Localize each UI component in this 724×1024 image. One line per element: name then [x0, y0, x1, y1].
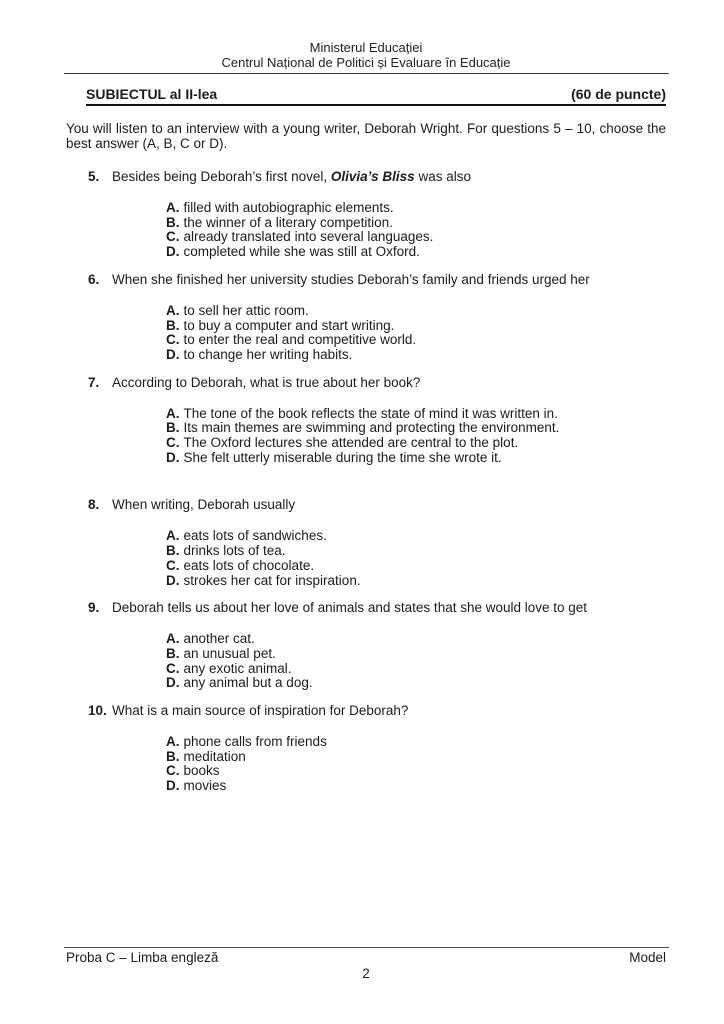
- header-org-line1: Ministerul Educației: [309, 40, 423, 55]
- option-list: [166, 407, 666, 466]
- option-text: She felt utterly miserable during the time she wrote it.: [183, 449, 502, 465]
- document-header: [66, 40, 666, 70]
- question-text: [112, 600, 587, 615]
- option-letter: A.: [166, 200, 180, 215]
- question-text: [112, 703, 408, 718]
- question-item-5: [88, 169, 666, 260]
- option-letter: A.: [166, 405, 180, 421]
- question-text-before: When she finished her university studies Deborah’s family and friends urged her: [112, 271, 590, 287]
- question-text-before: According to Deborah, what is true about her book?: [112, 374, 421, 390]
- answer-option: [166, 216, 666, 231]
- question-emphasis: Olivia’s Bliss: [330, 169, 415, 184]
- answer-option: [166, 245, 666, 260]
- answer-option: [166, 574, 666, 589]
- question-list: [66, 169, 666, 794]
- option-text: eats lots of sandwiches.: [183, 528, 327, 544]
- option-letter: B.: [166, 214, 180, 230]
- question-text-before: Besides being Deborah’s first novel,: [112, 169, 331, 184]
- option-text: meditation: [183, 748, 246, 764]
- option-text: any exotic animal.: [183, 660, 292, 676]
- option-letter: D.: [166, 675, 180, 691]
- answer-option: [166, 451, 666, 466]
- option-letter: B.: [166, 645, 180, 661]
- answer-option: [166, 421, 666, 436]
- section-points: (60 de puncte): [571, 86, 666, 102]
- option-list: [166, 735, 666, 794]
- answer-option: [166, 436, 666, 451]
- answer-option: [166, 662, 666, 677]
- answer-option: [166, 750, 666, 765]
- question-text: [112, 375, 420, 390]
- option-letter: D.: [166, 244, 180, 260]
- footer-divider: [64, 947, 669, 948]
- option-letter: A.: [166, 734, 180, 750]
- answer-option: [166, 319, 666, 334]
- question-text-before: When writing, Deborah usually: [112, 497, 296, 513]
- question-line: [88, 600, 666, 615]
- answer-option: [166, 647, 666, 662]
- answer-option: [166, 348, 666, 363]
- option-text: any animal but a dog.: [183, 675, 313, 691]
- option-letter: C.: [166, 332, 180, 348]
- option-text: an unusual pet.: [183, 645, 276, 661]
- question-text-before: Deborah tells us about her love of animals and states that she would love to get: [112, 600, 588, 616]
- option-text: filled with autobiographic elements.: [183, 200, 394, 215]
- answer-option: [166, 230, 666, 245]
- question-text: [112, 169, 471, 184]
- footer-exam-label: Proba C – Limba engleză: [66, 950, 219, 965]
- question-item-10: [88, 703, 666, 794]
- option-letter: C.: [166, 435, 180, 451]
- question-item-7: [88, 375, 666, 466]
- option-letter: C.: [166, 660, 180, 676]
- option-list: [166, 529, 666, 588]
- question-item-8: [88, 497, 666, 588]
- option-letter: B.: [166, 420, 180, 436]
- question-text: [112, 272, 590, 287]
- option-text: to buy a computer and start writing.: [183, 317, 395, 333]
- question-line: [88, 703, 666, 718]
- question-number: 9.: [88, 600, 100, 616]
- option-letter: B.: [166, 317, 180, 333]
- answer-option: [166, 544, 666, 559]
- question-item-9: [88, 600, 666, 691]
- footer-model-label: Model: [629, 950, 666, 965]
- question-item-6: [88, 272, 666, 363]
- option-text: completed while she was still at Oxford.: [183, 244, 420, 260]
- question-line: [88, 375, 666, 390]
- answer-option: [166, 779, 666, 794]
- task-instructions: You will listen to an interview with a young writer, Deborah Wright. For questions 5 – 10, choose the best answer (A, B, C or D).: [66, 121, 666, 151]
- option-text: already translated into several languages.: [183, 229, 434, 245]
- answer-option: [166, 407, 666, 422]
- option-text: strokes her cat for inspiration.: [183, 572, 361, 588]
- option-text: phone calls from friends: [183, 734, 327, 750]
- question-line: [88, 169, 666, 184]
- option-letter: B.: [166, 543, 180, 559]
- answer-option: [166, 304, 666, 319]
- section-header: [86, 86, 666, 106]
- option-text: Its main themes are swimming and protecting the environment.: [183, 420, 560, 436]
- option-letter: C.: [166, 763, 180, 779]
- option-list: [166, 201, 666, 260]
- question-number: 6.: [88, 271, 100, 287]
- answer-option: [166, 632, 666, 647]
- page-number: 2: [362, 966, 370, 981]
- answer-option: [166, 333, 666, 348]
- option-letter: D.: [166, 778, 180, 794]
- option-list: [166, 304, 666, 363]
- question-number: 8.: [88, 497, 100, 513]
- option-letter: A.: [166, 528, 180, 544]
- question-text-before: What is a main source of inspiration for Deborah?: [112, 703, 409, 719]
- option-letter: A.: [166, 302, 180, 318]
- answer-option: [166, 735, 666, 750]
- option-text: eats lots of chocolate.: [183, 557, 315, 573]
- answer-option: [166, 559, 666, 574]
- option-letter: B.: [166, 748, 180, 764]
- answer-option: [166, 201, 666, 216]
- option-text: The tone of the book reflects the state of mind it was written in.: [183, 405, 558, 421]
- option-text: movies: [183, 778, 227, 794]
- option-text: another cat.: [183, 631, 255, 647]
- question-number: 5.: [88, 169, 100, 184]
- question-line: [88, 497, 666, 512]
- question-text: [112, 497, 295, 512]
- option-text: to change her writing habits.: [183, 346, 353, 362]
- option-letter: D.: [166, 572, 180, 588]
- page-footer: [66, 947, 666, 981]
- option-list: [166, 632, 666, 691]
- option-letter: C.: [166, 557, 180, 573]
- question-line: [88, 272, 666, 287]
- footer-row: [66, 950, 666, 965]
- option-letter: A.: [166, 631, 180, 647]
- option-text: The Oxford lectures she attended are central to the plot.: [183, 435, 519, 451]
- question-number: 10.: [88, 703, 107, 719]
- option-text: drinks lots of tea.: [183, 543, 286, 559]
- option-text: to sell her attic room.: [183, 302, 309, 318]
- option-text: to enter the real and competitive world.: [183, 332, 417, 348]
- option-letter: D.: [166, 346, 180, 362]
- option-letter: D.: [166, 449, 180, 465]
- question-text-after: was also: [414, 169, 471, 184]
- answer-option: [166, 764, 666, 779]
- header-org-line2: Centrul Național de Politici și Evaluare în Educație: [221, 55, 511, 70]
- question-number: 7.: [88, 374, 100, 390]
- option-letter: C.: [166, 229, 180, 245]
- option-text: the winner of a literary competition.: [183, 214, 393, 230]
- answer-option: [166, 676, 666, 691]
- answer-option: [166, 529, 666, 544]
- header-divider: [64, 73, 669, 74]
- section-title: SUBIECTUL al II-lea: [86, 86, 218, 102]
- option-text: books: [183, 763, 220, 779]
